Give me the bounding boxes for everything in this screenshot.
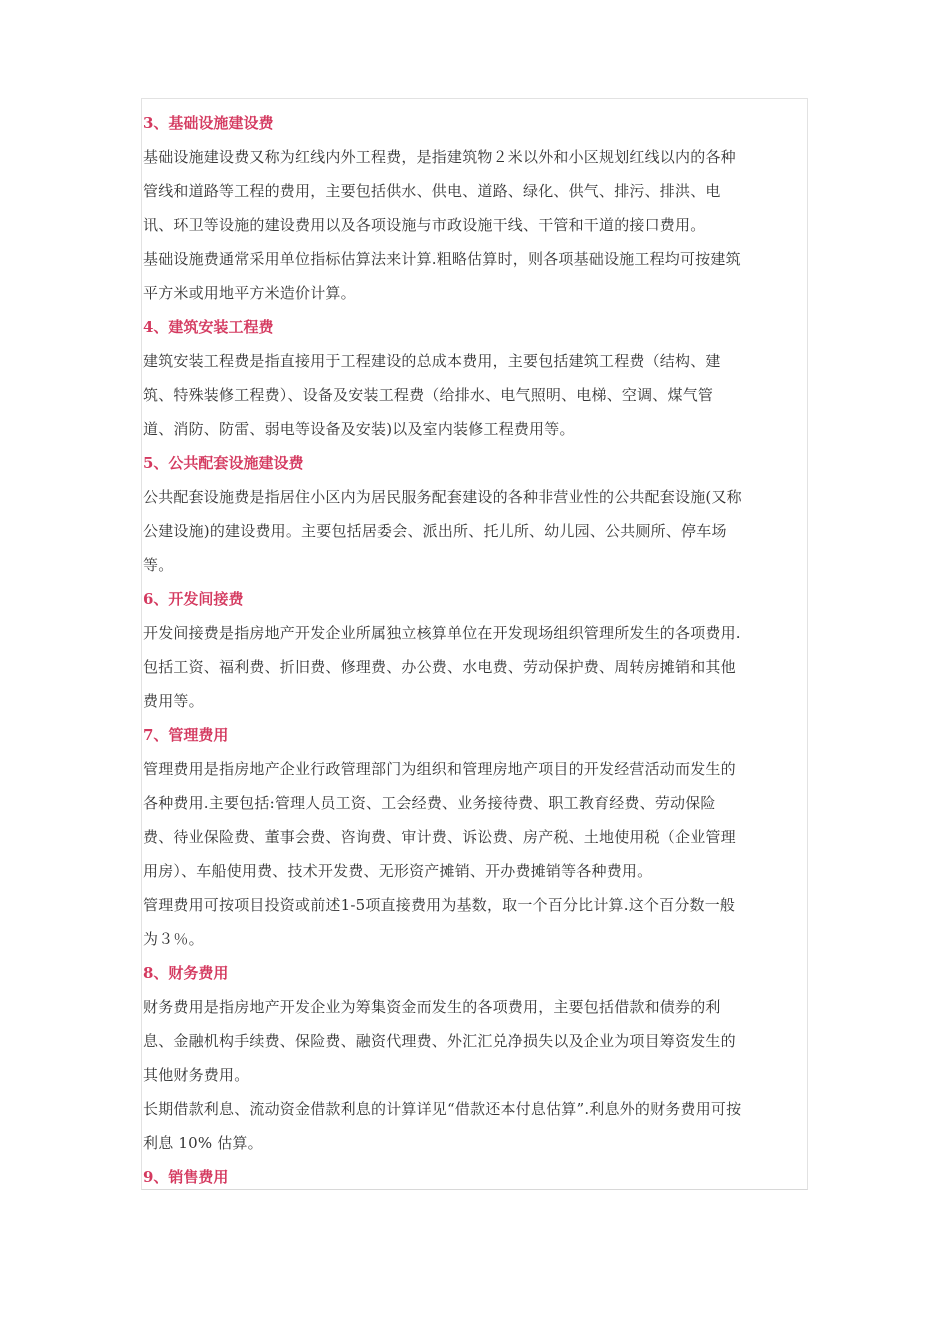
- section-paragraph: [143, 140, 807, 242]
- section-paragraph: [143, 752, 807, 888]
- paragraph-line: 包括工资、福利费、折旧费、修理费、办公费、水电费、劳动保护费、周转房摊销和其他: [143, 658, 736, 676]
- paragraph-line: 开发间接费是指房地产开发企业所属独立核算单位在开发现场组织管理所发生的各项费用.: [143, 624, 741, 642]
- paragraph-line: 筑、特殊装修工程费）、设备及安装工程费（给排水、电气照明、电梯、空调、煤气管: [143, 386, 714, 404]
- paragraph-line: 建筑安装工程费是指直接用于工程建设的总成本费用，主要包括建筑工程费（结构、建: [143, 352, 721, 370]
- paragraph-line: 用房）、车船使用费、技术开发费、无形资产摊销、开办费摊销等各种费用。: [143, 862, 653, 880]
- paragraph-line: 讯、环卫等设施的建设费用以及各项设施与市政设施干线、干管和干道的接口费用。: [143, 216, 706, 234]
- paragraph-line: 基础设施建设费又称为红线内外工程费，是指建筑物２米以外和小区规划红线以内的各种: [143, 148, 736, 166]
- paragraph-line: 管理费用是指房地产企业行政管理部门为组织和管理房地产项目的开发经营活动而发生的: [143, 760, 736, 778]
- section-heading: 9、销售费用: [143, 1168, 229, 1186]
- section-paragraph: [143, 1092, 807, 1160]
- paragraph-line: 基础设施费通常采用单位指标估算法来计算.粗略估算时，则各项基础设施工程均可按建筑: [143, 250, 741, 268]
- paragraph-line: 息、金融机构手续费、保险费、融资代理费、外汇汇兑净损失以及企业为项目筹资发生的: [143, 1032, 736, 1050]
- section-heading: 4、建筑安装工程费: [143, 318, 274, 336]
- section-paragraph: [143, 888, 807, 956]
- document-body: [143, 106, 807, 1194]
- paragraph-line: 各种费用.主要包括:管理人员工资、工会经费、业务接待费、职工教育经费、劳动保险: [143, 794, 716, 812]
- paragraph-line: 财务费用是指房地产开发企业为筹集资金而发生的各项费用，主要包括借款和债券的利: [143, 998, 721, 1016]
- section-heading: 6、开发间接费: [143, 590, 244, 608]
- section-paragraph: [143, 242, 807, 310]
- paragraph-line: 公共配套设施费是指居住小区内为居民服务配套建设的各种非营业性的公共配套设施(又称: [143, 488, 742, 506]
- section-paragraph: [143, 616, 807, 718]
- paragraph-line: 公建设施)的建设费用。主要包括居委会、派出所、托儿所、幼儿园、公共厕所、停车场: [143, 522, 727, 540]
- paragraph-line: 等。: [143, 556, 174, 574]
- paragraph-line: 管线和道路等工程的费用，主要包括供水、供电、道路、绿化、供气、排污、排洪、电: [143, 182, 721, 200]
- paragraph-line: 其他财务费用。: [143, 1066, 250, 1084]
- section-heading: 7、管理费用: [143, 726, 229, 744]
- paragraph-line: 道、消防、防雷、弱电等设备及安装)以及室内装修工程费用等。: [143, 420, 575, 438]
- section-heading: 8、财务费用: [143, 964, 229, 982]
- paragraph-line: 为３％。: [143, 930, 204, 948]
- section-paragraph: [143, 344, 807, 446]
- section-paragraph: [143, 480, 807, 582]
- paragraph-line: 费用等。: [143, 692, 204, 710]
- paragraph-line: 费、待业保险费、董事会费、咨询费、审计费、诉讼费、房产税、土地使用税（企业管理: [143, 828, 736, 846]
- section-heading: 5、公共配套设施建设费: [143, 454, 304, 472]
- paragraph-line: 平方米或用地平方米造价计算。: [143, 284, 356, 302]
- section-heading: 3、基础设施建设费: [143, 114, 274, 132]
- paragraph-line: 管理费用可按项目投资或前述1-5项直接费用为基数，取一个百分比计算.这个百分数一般: [143, 896, 736, 914]
- section-paragraph: [143, 990, 807, 1092]
- paragraph-line: 长期借款利息、流动资金借款利息的计算详见“借款还本付息估算”.利息外的财务费用可按: [143, 1100, 742, 1118]
- paragraph-line: 利息 10% 估算。: [143, 1134, 263, 1152]
